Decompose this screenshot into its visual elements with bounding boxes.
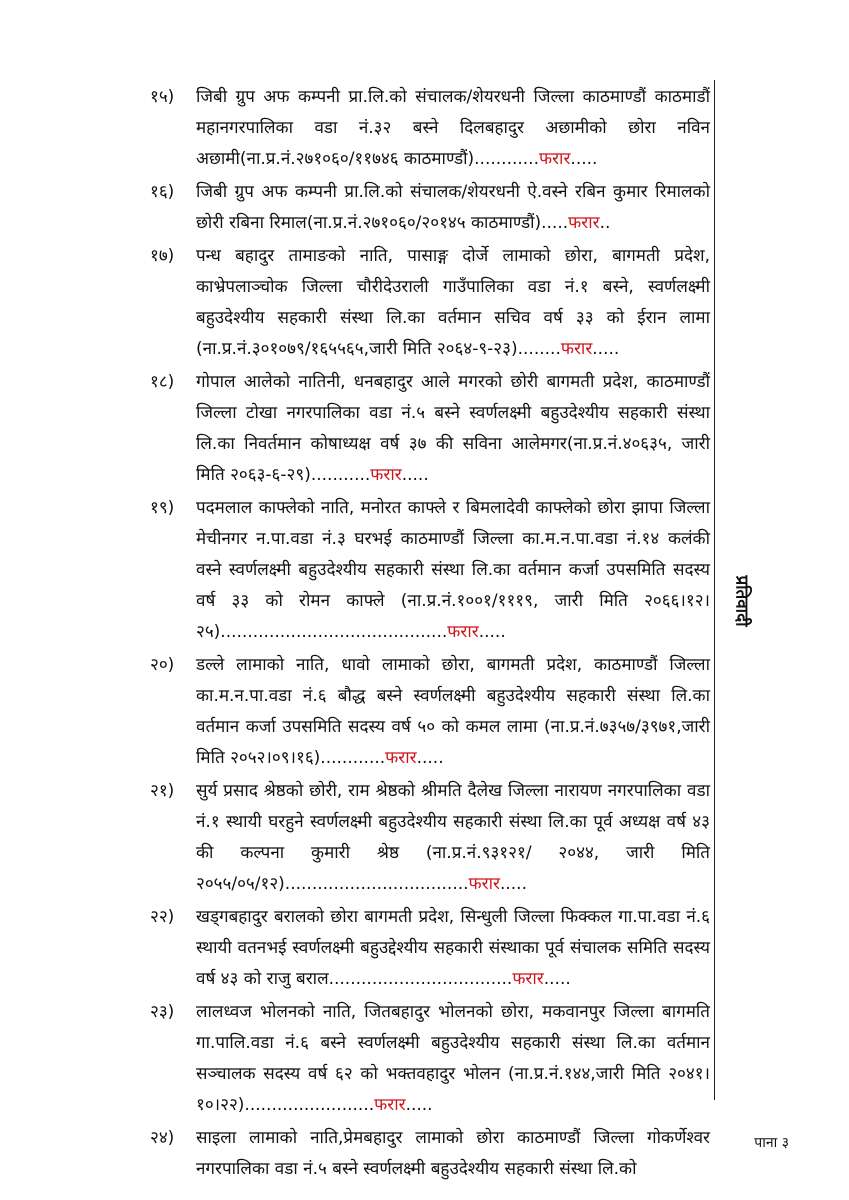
list-item [150, 902, 710, 995]
item-text: पदमलाल काफ्लेको नाति, मनोरत काफ्ले र बिमलादेवी काफ्लेको छोरा झापा जिल्ला मेचीनगर न.पा.वडा नं.३ घरभई काठमाण्डौं जिल्ला का.म.न.पा.वडा नं.१४ कलंकी वस्ने स्वर्णलक्ष्मी बहुउदेश्यीय सहकारी संस्था लि.का वर्तमान कर्जा उपसमिति सदस्य वर्ष ३३ को रोमन काफ्ले (ना.प्र.नं.१००१/१११९, जारी मिति २०६६।१२।२५).......................................... [196, 498, 710, 642]
item-suffix: ..... [543, 969, 571, 989]
status-label: फरार [539, 149, 571, 169]
item-number: २३) [150, 1002, 175, 1022]
item-suffix: ..... [592, 339, 620, 359]
page-number: पाना ३ [754, 1135, 789, 1151]
margin-rule [714, 80, 715, 1100]
status-label: फरार [468, 874, 500, 894]
item-suffix: ..... [478, 622, 506, 642]
item-suffix: .. [599, 213, 611, 233]
item-text: खड्गबहादुर बरालको छोरा बागमती प्रदेश, सिन्धुली जिल्ला फिक्कल गा.पा.वडा नं.६ स्थायी वतनभई स्वर्णलक्ष्मी बहुउद्देश्यीय सहकारी संस्थाका पूर्व संचालक समिति सदस्य वर्ष ४३ को राजु बराल.................................. [196, 907, 710, 989]
item-suffix: ..... [570, 149, 598, 169]
list-item [150, 82, 710, 175]
status-label: फरार [370, 465, 402, 485]
list-item [150, 493, 710, 648]
item-number: १५) [150, 87, 175, 107]
list-item [150, 177, 710, 239]
list-item [150, 997, 710, 1121]
defendant-list [150, 82, 710, 1187]
item-suffix: ..... [416, 748, 444, 768]
item-number: १९) [150, 498, 175, 518]
item-text: पन्ध बहादुर तामाङको नाति, पासाङ्ग दोर्जे लामाको छोरा, बागमती प्रदेश, काभ्रेपलाञ्चोक जिल्ला चौरीदेउराली गाउँपालिका वडा नं.१ बस्ने, स्वर्णलक्ष्मी बहुउदेश्यीय सहकारी संस्था लि.का वर्तमान सचिव वर्ष ३३ को ईरान लामा (ना.प्र.नं.३०१०७९/१६५५६५,जारी मिति २०६४-९-२३)........ [196, 246, 710, 359]
list-item [150, 1123, 710, 1185]
item-text: साइला लामाको नाति,प्रेमबहादुर लामाको छोरा काठमाण्डौं जिल्ला गोकर्णेश्वर नगरपालिका वडा नं.५ बस्ने स्वर्णलक्ष्मी बहुउदेश्यीय सहकारी संस्था लि.को [196, 1128, 710, 1179]
list-item [150, 367, 710, 491]
status-label: फरार [568, 213, 600, 233]
status-label: फरार [560, 339, 593, 359]
item-text: जिबी ग्रुप अफ कम्पनी प्रा.लि.को संचालक/शेयरधनी जिल्ला काठमाण्डौं काठमाडौं महानगरपालिका वडा नं.३२ बस्ने दिलबहादुर अछामीको छोरा नविन अछामी(ना.प्र.नं.२७१०६०/११७४६ काठमाण्डौं)............ [196, 87, 710, 169]
item-number: २२) [150, 907, 175, 927]
item-number: २४) [150, 1128, 175, 1148]
item-suffix: ..... [401, 465, 429, 485]
item-number: १६) [150, 182, 175, 202]
item-text: जिबी ग्रुप अफ कम्पनी प्रा.लि.को संचालक/शेयरधनी ऐ.वस्ने रबिन कुमार रिमालको छोरी रबिना रिमाल(ना.प्र.नं.२७१०६०/२०१४५ काठमाण्डौं)..... [196, 182, 710, 233]
side-label [731, 556, 755, 646]
item-number: २०) [150, 655, 175, 675]
list-item [150, 776, 710, 900]
item-number: १७) [150, 246, 175, 266]
item-text: डल्ले लामाको नाति, धावो लामाको छोरा, बागमती प्रदेश, काठमाण्डौं जिल्ला का.म.न.पा.वडा नं.६ बौद्ध बस्ने स्वर्णलक्ष्मी बहुउदेश्यीय सहकारी संस्था लि.का वर्तमान कर्जा उपसमिति सदस्य वर्ष ५० को कमल लामा (ना.प्र.नं.७३५७/३९७१,जारी मिति २०५२।०९।१६)............ [196, 655, 710, 768]
status-label: फरार [447, 622, 479, 642]
item-number: २१) [150, 781, 175, 801]
status-label: फरार [385, 748, 417, 768]
list-item [150, 241, 710, 365]
item-text: गोपाल आलेको नातिनी, धनबहादुर आले मगरको छोरी बागमती प्रदेश, काठमाण्डौं जिल्ला टोखा नगरपालिका वडा नं.५ बस्ने स्वर्णलक्ष्मी बहुउदेश्यीय सहकारी संस्था लि.का निवर्तमान कोषाध्यक्ष वर्ष ३७ की सविना आलेमगर(ना.प्र.नं.४०६३५, जारी मिति २०६३-६-२९)........... [196, 372, 710, 485]
item-text: लालध्वज भोलनको नाति, जितबहादुर भोलनको छोरा, मकवानपुर जिल्ला बागमति गा.पालि.वडा नं.६ बस्ने स्वर्णलक्ष्मी बहुउदेश्यीय सहकारी संस्था लि.का वर्तमान सञ्चालक सदस्य वर्ष ६२ को भक्तवहादुर भोलन (ना.प्र.नं.१४४,जारी मिति २०४१।१०।२२)........................ [196, 1002, 710, 1115]
item-suffix: ..... [405, 1095, 433, 1115]
item-text: सुर्य प्रसाद श्रेष्ठको छोरी, राम श्रेष्ठको श्रीमति दैलेख जिल्ला नारायण नगरपालिका वडा नं.१ स्थायी घरहुने स्वर्णलक्ष्मी बहुउदेश्यीय सहकारी संस्था लि.का पूर्व अध्यक्ष वर्ष ४३ की कल्पना कुमारी श्रेष्ठ (ना.प्र.नं.९३१२१/ २०४४, जारी मिति २०५५/०५/१२).................................. [196, 781, 710, 894]
item-number: १८) [150, 372, 175, 392]
status-label: फरार [512, 969, 544, 989]
side-label-text: प्रतिवादी [731, 575, 752, 627]
list-item [150, 650, 710, 774]
status-label: फरार [374, 1095, 406, 1115]
item-suffix: ..... [499, 874, 527, 894]
